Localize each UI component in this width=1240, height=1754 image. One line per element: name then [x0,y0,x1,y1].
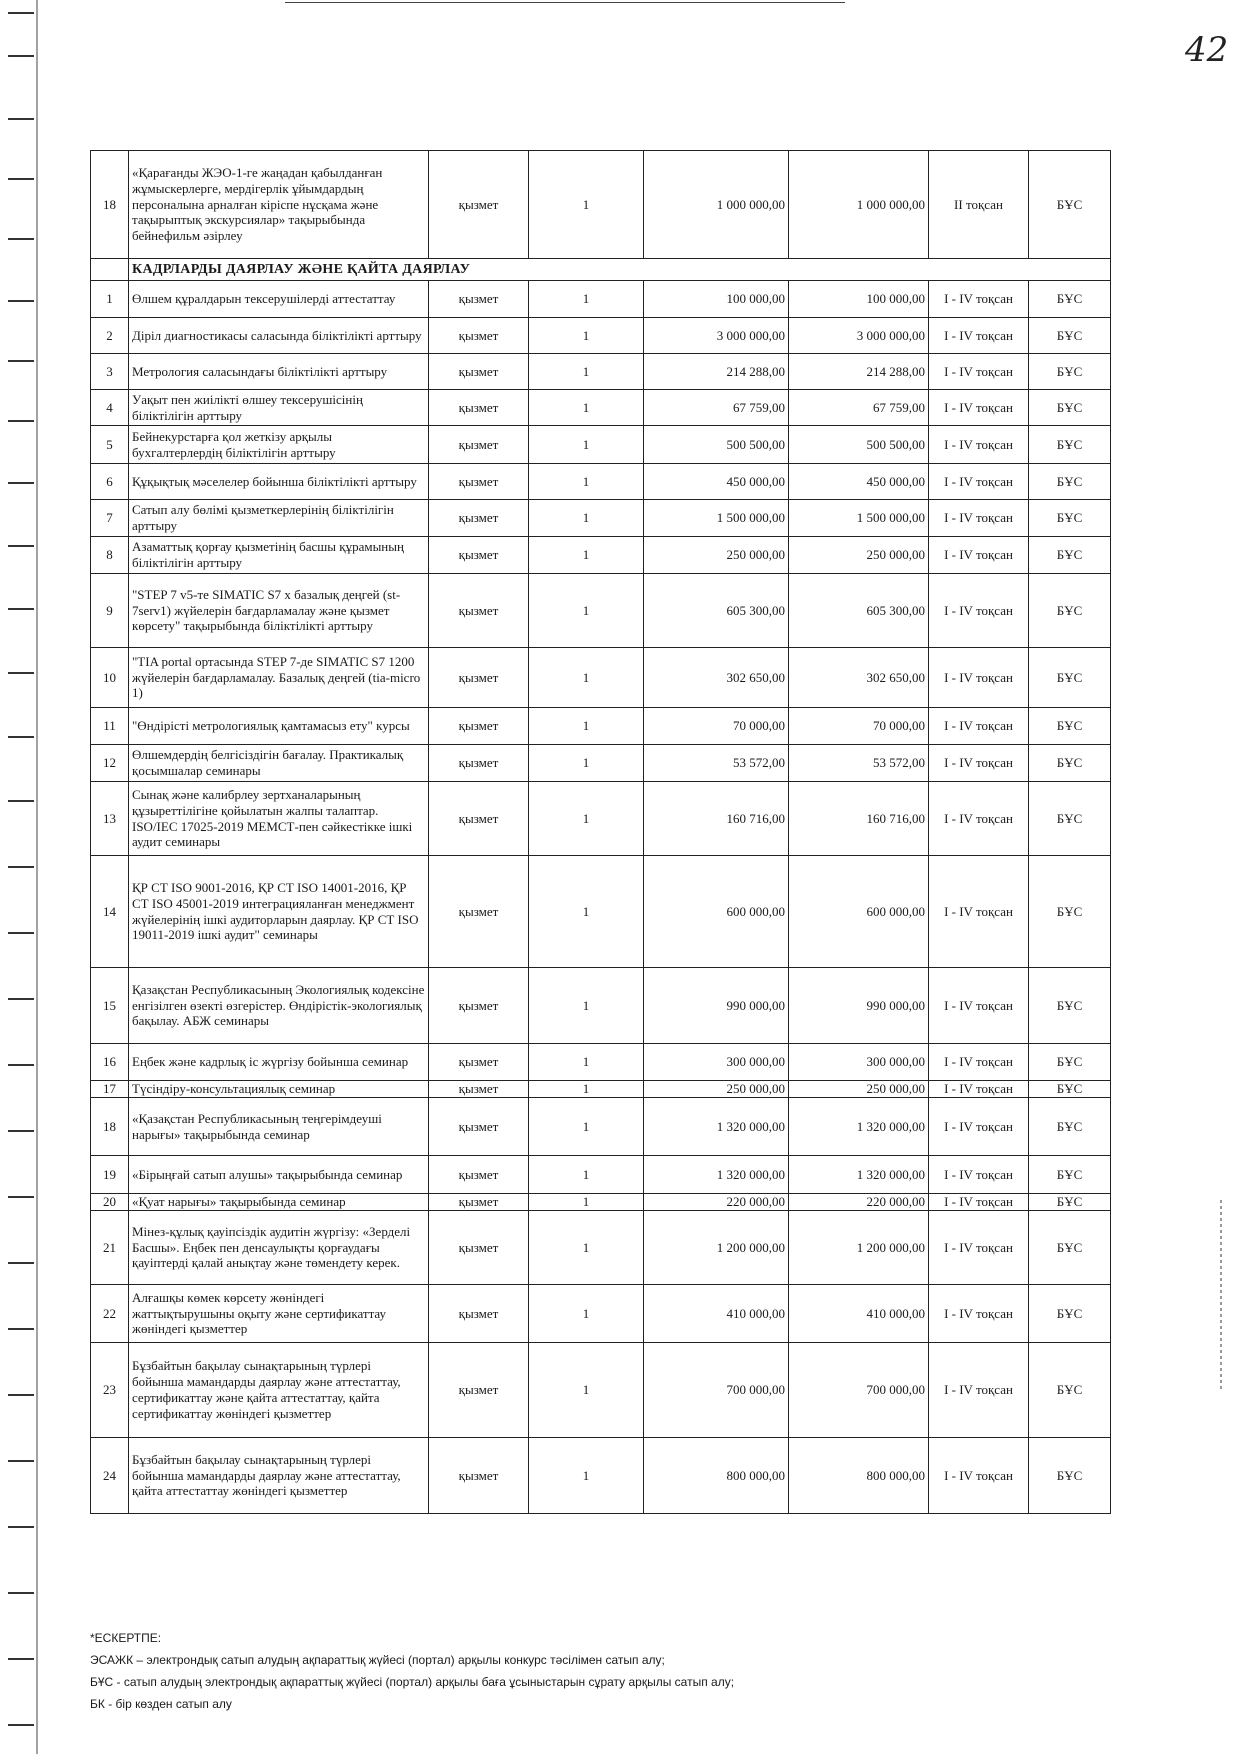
table-row [91,1081,1111,1098]
row-quantity: 1 [529,782,644,856]
row-price: 605 300,00 [644,574,789,648]
binding-tick [8,360,34,362]
binding-tick [8,932,34,934]
row-period: I - IV тоқсан [929,537,1029,574]
row-name: Бұзбайтын бақылау сынақтарының түрлері бойынша мамандарды даярлау және аттестаттау, қайта аттестаттау жөніндегі қызметтер [129,1438,429,1514]
row-number: 20 [91,1194,129,1211]
row-price: 500 500,00 [644,426,789,464]
row-type: қызмет [429,464,529,500]
row-period: I - IV тоқсан [929,856,1029,968]
row-method: БҰС [1029,537,1111,574]
row-number: 14 [91,856,129,968]
table-row [91,426,1111,464]
row-total: 1 320 000,00 [789,1156,929,1194]
row-name: «Қарағанды ЖЭО-1-ге жаңадан қабылданған жұмыскерлерге, мердігерлік ұйымдардың персоналына арналған кіріспе нұсқама және тақырыптық экскурсиялар» тақырыбында бейнефильм әзірлеу [129,151,429,259]
row-total: 990 000,00 [789,968,929,1044]
row-price: 250 000,00 [644,1081,789,1098]
row-type: қызмет [429,1194,529,1211]
row-price: 53 572,00 [644,745,789,782]
row-period: I - IV тоқсан [929,1194,1029,1211]
row-quantity: 1 [529,1211,644,1285]
row-type: қызмет [429,968,529,1044]
binding-tick [8,12,34,14]
row-type: қызмет [429,354,529,390]
row-quantity: 1 [529,574,644,648]
row-type: қызмет [429,318,529,354]
binding-tick [8,1592,34,1594]
table-row [91,318,1111,354]
row-total: 1 000 000,00 [789,151,929,259]
section-title: КАДРЛАРДЫ ДАЯРЛАУ ЖӘНЕ ҚАЙТА ДАЯРЛАУ [129,259,1111,281]
row-method: БҰС [1029,574,1111,648]
row-quantity: 1 [529,354,644,390]
row-period: I - IV тоқсан [929,426,1029,464]
row-method: БҰС [1029,1156,1111,1194]
table-row [91,745,1111,782]
row-name: Сынақ және калибрлеу зертханаларының құзыреттілігіне қойылатын жалпы талаптар. ISO/IEC 17025-2019 МЕМСТ-пен сәйкестікке ішкі аудит семинары [129,782,429,856]
row-price: 600 000,00 [644,856,789,968]
row-total: 3 000 000,00 [789,318,929,354]
row-quantity: 1 [529,1044,644,1081]
row-method: БҰС [1029,1044,1111,1081]
footnote-line: БК - бір көзден сатып алу [90,1697,232,1711]
footnote-line: ЭСАЖК – электрондық сатып алудың ақпараттық жүйесі (портал) арқылы конкурс тәсілімен сатып алу; [90,1653,665,1667]
row-method: БҰС [1029,745,1111,782]
row-name: Бейнекурстарға қол жеткізу арқылы бухгалтерлердің біліктілігін арттыру [129,426,429,464]
row-quantity: 1 [529,1098,644,1156]
row-number: 19 [91,1156,129,1194]
row-type: қызмет [429,1211,529,1285]
row-method: БҰС [1029,648,1111,708]
footnote-line: БҰС - сатып алудың электрондық ақпараттық жүйесі (портал) арқылы баға ұсыныстарын сұрату арқылы сатып алу; [90,1675,735,1689]
table-row [91,1098,1111,1156]
row-number: 21 [91,1211,129,1285]
row-method: БҰС [1029,1194,1111,1211]
table-row [91,1438,1111,1514]
binding-tick [8,545,34,547]
row-period: I - IV тоқсан [929,500,1029,537]
row-quantity: 1 [529,537,644,574]
row-number: 2 [91,318,129,354]
row-method: БҰС [1029,426,1111,464]
row-price: 1 000 000,00 [644,151,789,259]
row-total: 450 000,00 [789,464,929,500]
binding-tick [8,178,34,180]
row-type: қызмет [429,856,529,968]
row-name: "TIA portal ортасында STEP 7-де SIMATIC S7 1200 жүйелерін бағдарламалау. Базалық деңгей (tia-micro 1) [129,648,429,708]
row-price: 220 000,00 [644,1194,789,1211]
row-quantity: 1 [529,1285,644,1343]
table-row [91,1211,1111,1285]
row-quantity: 1 [529,968,644,1044]
page-number: 42 [1185,30,1229,70]
row-quantity: 1 [529,1438,644,1514]
row-type: қызмет [429,648,529,708]
row-name: Алғашқы көмек көрсету жөніндегі жаттықтырушыны оқыту және сертификаттау жөніндегі қызметтер [129,1285,429,1343]
binding-tick [8,1526,34,1528]
row-number: 3 [91,354,129,390]
row-price: 1 500 000,00 [644,500,789,537]
row-price: 990 000,00 [644,968,789,1044]
row-quantity: 1 [529,1081,644,1098]
row-name: ҚР СТ ISO 9001-2016, ҚР СТ ISO 14001-2016, ҚР СТ ISO 45001-2019 интеграцияланған менеджмент жүйелерінің ішкі аудиторларын даярлау. ҚР СТ ISO 19011-2019 ішкі аудит" семинары [129,856,429,968]
row-period: I - IV тоқсан [929,574,1029,648]
row-period: I - IV тоқсан [929,1285,1029,1343]
table-row [91,1194,1111,1211]
row-period: I - IV тоқсан [929,354,1029,390]
section-header-row [91,259,1111,281]
row-price: 1 320 000,00 [644,1098,789,1156]
row-period: II тоқсан [929,151,1029,259]
row-quantity: 1 [529,648,644,708]
row-price: 3 000 000,00 [644,318,789,354]
row-method: БҰС [1029,856,1111,968]
row-method: БҰС [1029,708,1111,745]
row-total: 250 000,00 [789,537,929,574]
row-type: қызмет [429,574,529,648]
row-quantity: 1 [529,708,644,745]
table-row [91,464,1111,500]
row-price: 1 320 000,00 [644,1156,789,1194]
row-type: қызмет [429,1044,529,1081]
binding-tick [8,1724,34,1726]
row-method: БҰС [1029,500,1111,537]
row-type: қызмет [429,1343,529,1438]
row-name: "STEP 7 v5-те SIMATIC S7 х базалық деңгей (st-7serv1) жүйелерін бағдарламалау және қызмет көрсету" тақырыбында біліктілікті арттыру [129,574,429,648]
row-number: 24 [91,1438,129,1514]
row-total: 700 000,00 [789,1343,929,1438]
row-total: 410 000,00 [789,1285,929,1343]
binding-tick [8,1460,34,1462]
row-price: 160 716,00 [644,782,789,856]
row-name: Еңбек және кадрлық іс жүргізу бойынша семинар [129,1044,429,1081]
row-period: I - IV тоқсан [929,1098,1029,1156]
row-name: Азаматтық қорғау қызметінің басшы құрамының біліктілігін арттыру [129,537,429,574]
row-number: 10 [91,648,129,708]
table-row [91,1156,1111,1194]
row-period: I - IV тоқсан [929,1438,1029,1514]
row-price: 67 759,00 [644,390,789,426]
row-quantity: 1 [529,1156,644,1194]
row-total: 67 759,00 [789,390,929,426]
row-number: 1 [91,281,129,318]
row-quantity: 1 [529,464,644,500]
row-quantity: 1 [529,1343,644,1438]
binding-tick [8,238,34,240]
binding-tick [8,1064,34,1066]
row-quantity: 1 [529,1194,644,1211]
row-number: 4 [91,390,129,426]
row-price: 250 000,00 [644,537,789,574]
row-name: «Бірыңғай сатып алушы» тақырыбында семинар [129,1156,429,1194]
row-period: I - IV тоқсан [929,1081,1029,1098]
row-quantity: 1 [529,500,644,537]
binding-tick [8,1196,34,1198]
row-type: қызмет [429,708,529,745]
row-period: I - IV тоқсан [929,648,1029,708]
row-quantity: 1 [529,390,644,426]
row-price: 214 288,00 [644,354,789,390]
table-row [91,648,1111,708]
table-row [91,281,1111,318]
row-period: I - IV тоқсан [929,708,1029,745]
row-number: 5 [91,426,129,464]
table-row [91,1044,1111,1081]
row-price: 1 200 000,00 [644,1211,789,1285]
binding-tick [8,1130,34,1132]
row-period: I - IV тоқсан [929,968,1029,1044]
row-method: БҰС [1029,281,1111,318]
row-total: 250 000,00 [789,1081,929,1098]
row-price: 700 000,00 [644,1343,789,1438]
row-number: 9 [91,574,129,648]
row-name: Өлшемдердің белгісіздігін бағалау. Практикалық қосымшалар семинары [129,745,429,782]
row-method: БҰС [1029,1081,1111,1098]
row-period: I - IV тоқсан [929,390,1029,426]
row-method: БҰС [1029,390,1111,426]
binding-tick [8,420,34,422]
row-period: I - IV тоқсан [929,1211,1029,1285]
row-type: қызмет [429,281,529,318]
table-row [91,574,1111,648]
row-price: 410 000,00 [644,1285,789,1343]
row-number: 11 [91,708,129,745]
row-price: 450 000,00 [644,464,789,500]
binding-tick [8,300,34,302]
binding-tick [8,118,34,120]
row-quantity: 1 [529,856,644,968]
row-period: I - IV тоқсан [929,745,1029,782]
row-name: Өлшем құралдарын тексерушілерді аттестаттау [129,281,429,318]
table-row [91,151,1111,259]
row-name: "Өндірісті метрологиялық қамтамасыз ету" курсы [129,708,429,745]
row-quantity: 1 [529,281,644,318]
row-number: 7 [91,500,129,537]
row-name: «Қазақстан Республикасының теңгерімдеуші нарығы» тақырыбында семинар [129,1098,429,1156]
row-method: БҰС [1029,1438,1111,1514]
row-total: 160 716,00 [789,782,929,856]
row-type: қызмет [429,151,529,259]
row-name: Діріл диагностикасы саласында біліктілікті арттыру [129,318,429,354]
row-number: 22 [91,1285,129,1343]
table-row [91,856,1111,968]
row-price: 302 650,00 [644,648,789,708]
row-type: қызмет [429,500,529,537]
row-name: Түсіндіру-консультациялық семинар [129,1081,429,1098]
row-name: Мінез-құлық қауіпсіздік аудитін жүргізу: «Зерделі Басшы». Еңбек пен денсаулықты қорғаудағы қауіптерді қалай анықтау және төмендету керек. [129,1211,429,1285]
row-total: 100 000,00 [789,281,929,318]
row-total: 53 572,00 [789,745,929,782]
row-total: 220 000,00 [789,1194,929,1211]
procurement-table [90,150,1111,1514]
row-name: Қазақстан Республикасының Экологиялық кодексіне енгізілген өзекті өзгерістер. Өндірістік-экологиялық бақылау. АБЖ семинары [129,968,429,1044]
row-number: 18 [91,1098,129,1156]
table-row [91,1285,1111,1343]
row-price: 70 000,00 [644,708,789,745]
binding-tick [8,608,34,610]
table-row [91,537,1111,574]
row-type: қызмет [429,745,529,782]
row-method: БҰС [1029,1098,1111,1156]
row-type: қызмет [429,390,529,426]
row-method: БҰС [1029,1285,1111,1343]
table-row [91,500,1111,537]
binding-spine [36,0,38,1754]
row-price: 800 000,00 [644,1438,789,1514]
row-quantity: 1 [529,318,644,354]
row-type: қызмет [429,1285,529,1343]
table-row [91,354,1111,390]
row-price: 300 000,00 [644,1044,789,1081]
footnote-title: *ЕСКЕРТПЕ: [90,1631,162,1645]
row-method: БҰС [1029,464,1111,500]
row-type: қызмет [429,1098,529,1156]
row-number: 15 [91,968,129,1044]
row-number: 8 [91,537,129,574]
row-period: I - IV тоқсан [929,464,1029,500]
section-number-cell [91,259,129,281]
row-type: қызмет [429,782,529,856]
row-name: Уақыт пен жиілікті өлшеу тексерушісінің біліктілігін арттыру [129,390,429,426]
table-row [91,708,1111,745]
row-name: Метрология саласындағы біліктілікті арттыру [129,354,429,390]
binding-tick [8,482,34,484]
row-name: «Қуат нарығы» тақырыбында семинар [129,1194,429,1211]
row-method: БҰС [1029,1343,1111,1438]
row-method: БҰС [1029,318,1111,354]
table-row [91,1343,1111,1438]
row-quantity: 1 [529,426,644,464]
row-period: I - IV тоқсан [929,1343,1029,1438]
row-total: 300 000,00 [789,1044,929,1081]
row-total: 600 000,00 [789,856,929,968]
table-row [91,968,1111,1044]
row-quantity: 1 [529,151,644,259]
row-method: БҰС [1029,1211,1111,1285]
row-number: 18 [91,151,129,259]
row-number: 16 [91,1044,129,1081]
row-price: 100 000,00 [644,281,789,318]
binding-tick [8,736,34,738]
row-total: 605 300,00 [789,574,929,648]
binding-tick [8,1328,34,1330]
row-total: 1 320 000,00 [789,1098,929,1156]
binding-tick [8,55,34,57]
row-total: 500 500,00 [789,426,929,464]
scan-artifact [1220,1200,1222,1390]
row-method: БҰС [1029,354,1111,390]
binding-tick [8,1262,34,1264]
table-row [91,782,1111,856]
row-period: I - IV тоқсан [929,1044,1029,1081]
row-period: I - IV тоқсан [929,1156,1029,1194]
row-name: Сатып алу бөлімі қызметкерлерінің біліктілігін арттыру [129,500,429,537]
row-type: қызмет [429,1156,529,1194]
binding-tick [8,800,34,802]
row-period: I - IV тоқсан [929,281,1029,318]
row-total: 1 500 000,00 [789,500,929,537]
row-quantity: 1 [529,745,644,782]
row-method: БҰС [1029,782,1111,856]
row-number: 23 [91,1343,129,1438]
row-number: 6 [91,464,129,500]
row-method: БҰС [1029,151,1111,259]
binding-tick [8,1658,34,1660]
footnotes [90,1627,1140,1715]
row-number: 12 [91,745,129,782]
binding-tick [8,672,34,674]
top-rule [285,2,845,3]
row-total: 302 650,00 [789,648,929,708]
row-total: 70 000,00 [789,708,929,745]
row-name: Құқықтық мәселелер бойынша біліктілікті арттыру [129,464,429,500]
row-total: 214 288,00 [789,354,929,390]
row-type: қызмет [429,537,529,574]
row-method: БҰС [1029,968,1111,1044]
binding-edge [0,0,46,1754]
table-row [91,390,1111,426]
row-period: I - IV тоқсан [929,782,1029,856]
binding-tick [8,1394,34,1396]
binding-tick [8,998,34,1000]
binding-tick [8,866,34,868]
row-period: I - IV тоқсан [929,318,1029,354]
row-type: қызмет [429,426,529,464]
row-type: қызмет [429,1438,529,1514]
row-name: Бұзбайтын бақылау сынақтарының түрлері бойынша мамандарды даярлау және аттестаттау, сертификаттау және қайта аттестаттау, қайта сертификаттау жөніндегі қызметтер [129,1343,429,1438]
row-type: қызмет [429,1081,529,1098]
row-number: 17 [91,1081,129,1098]
row-number: 13 [91,782,129,856]
row-total: 800 000,00 [789,1438,929,1514]
row-total: 1 200 000,00 [789,1211,929,1285]
